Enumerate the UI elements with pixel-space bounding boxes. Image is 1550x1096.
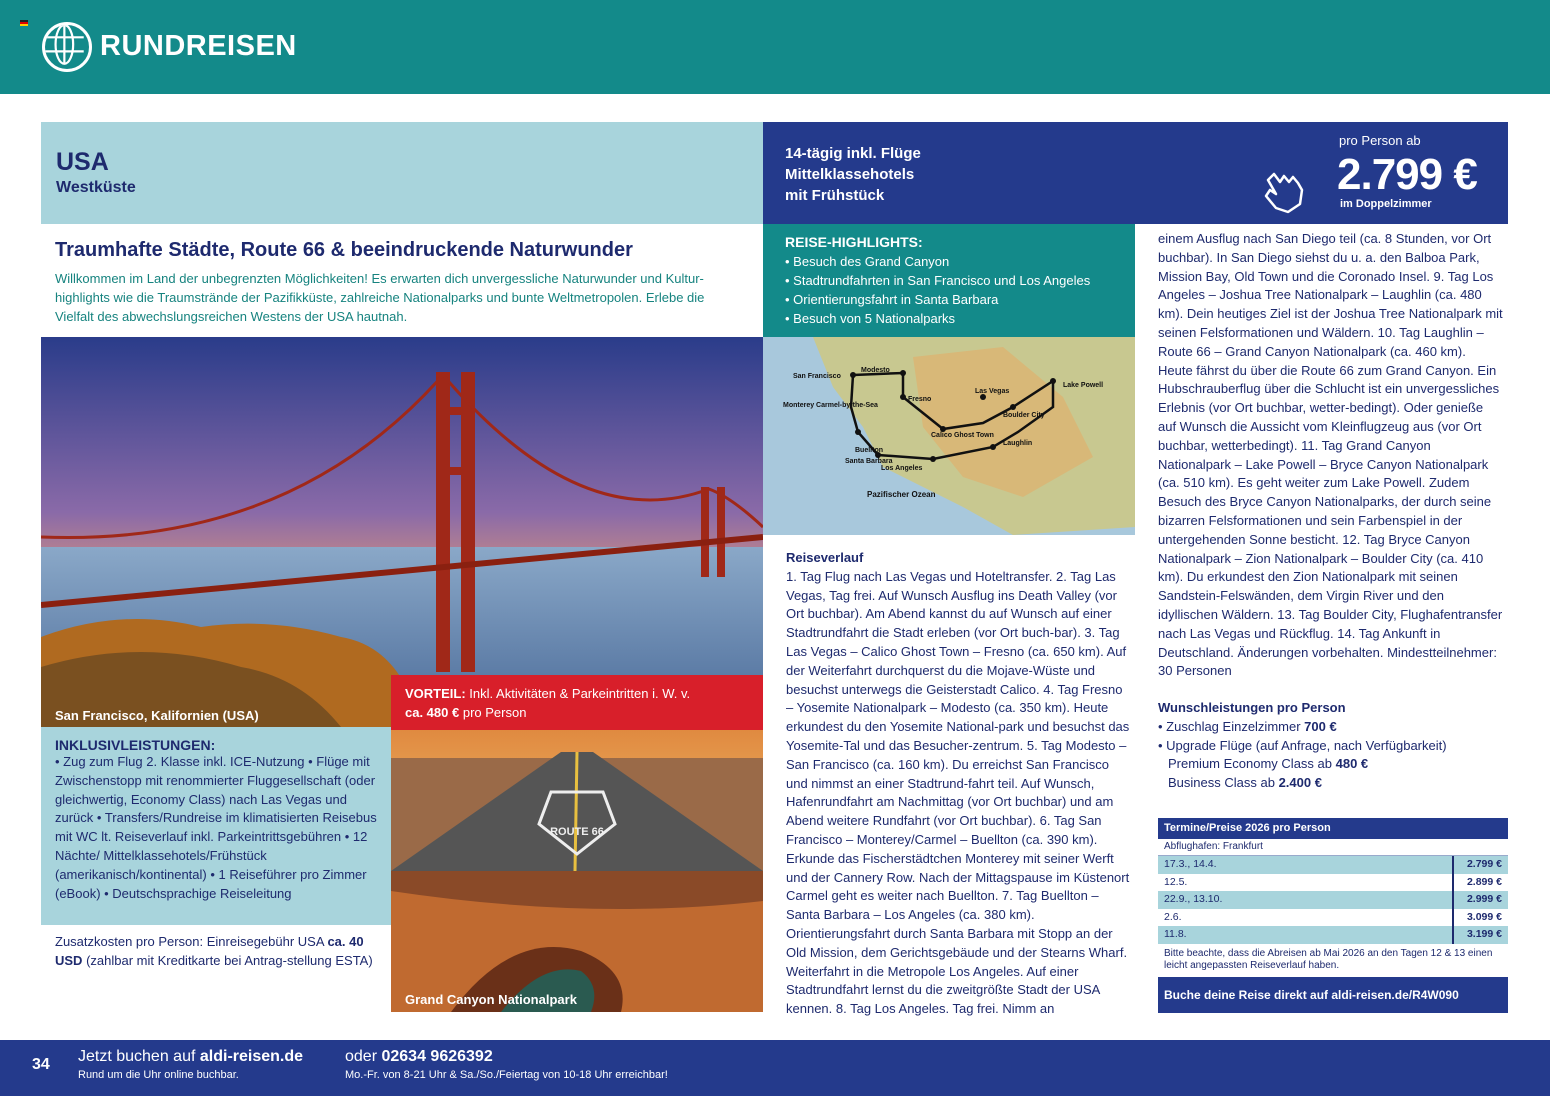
golden-gate-photo: [41, 337, 763, 727]
flag-icon: [20, 20, 28, 26]
intro-text: Willkommen im Land der unbegrenzten Möglichkeiten! Es erwarten dich unvergessliche Naturwunder und Kultur-highlights wie die Traumstrände der Pazifikküste, zahlreiche Nationalparks und bunte Weltmetropolen. Erlebe die Vielfalt des abwechslungsreichen Westens der USA hautnah.: [55, 271, 705, 324]
destination-box: [41, 122, 763, 224]
map-label: Modesto: [861, 367, 890, 374]
row-date: 12.5.: [1164, 875, 1188, 888]
pointing-hand-icon: [1258, 160, 1314, 216]
optional-business: [1158, 774, 1504, 793]
feature-duration: 14-tägig inkl. Flüge: [785, 145, 921, 162]
headline: Traumhafte Städte, Route 66 & beeindruckende Naturwunder: [55, 239, 633, 261]
region-subtitle: Westküste: [56, 179, 136, 196]
highlights-title: REISE-HIGHLIGHTS:: [785, 234, 923, 250]
row-date: 22.9., 13.10.: [1164, 893, 1223, 905]
row-date: 11.8.: [1164, 928, 1187, 940]
row-date: 2.6.: [1164, 910, 1182, 923]
booking-link[interactable]: Buche deine Reise direkt auf aldi-reisen.de/R4W090: [1158, 977, 1508, 1013]
advantage-label: VORTEIL:: [405, 686, 466, 701]
advantage-amount: ca. 480 €: [405, 705, 460, 720]
footer-text: oder: [345, 1048, 378, 1065]
extra-costs: [55, 932, 385, 970]
itinerary-continued: einem Ausflug nach San Diego teil (ca. 8 Stunden, vor Ort buchbar). In San Diego siehst du u. a. den Balboa Park, Mission Bay, Old Town und die Coronado Insel. 9. Tag Los Angeles – Joshua Tree Nationalpark – Laughlin (ca. 480 km). Dein heutiges Ziel ist der Joshua Tree Nationalpark mit seinen Felsformationen und Wäldern. 10. Tag Laughlin – Route 66 – Grand Canyon Nationalpark (ca. 460 km). Heute fährst du über die Route 66 zum Grand Canyon. Ein Hubschrauberflug über die Schlucht ist ein unvergessliches Erlebnis (vor Ort buchbar, wetter-bedingt). Oder genieße auf Wunsch die Aussicht vom Kleinflugzeug aus (vor Ort buchbar, wetterbedingt). 11. Tag Grand Canyon Nationalpark – Lake Powell – Bryce Canyon Nationalpark (ca. 510 km). Es geht weiter zum Lake Powell. Zudem Besuch des Bryce Canyon Nationalparks, der durch seine bizarren Felsformationen und sein Farbenspiel in der untergehenden Sonne besticht. 12. Tag Bryce Canyon Nationalpark – Zion Nationalpark – Boulder City (ca. 410 km). Du erkundest den Zion Nationalpark mit seinen Sandstein-Felswänden, dem Virgin River und den idyllischen Wäldern. 13. Tag Boulder City, Flughafentransfer nach Las Vegas und Rückflug. 14. Tag Ankunft in Deutschland. Änderungen vorbehalten. Mindestteilnehmer: 30 Personen: [1158, 231, 1503, 679]
advantage-suffix: pro Person: [462, 705, 527, 720]
inclusions-text: • Zug zum Flug 2. Klasse inkl. ICE-Nutzung • Flüge mit Zwischenstopp mit renommierter Fluggesellschaft (oder gleichwertig, Economy Class) nach Las Vegas und zurück • Transfers/Rundreise im klimatisierten Reisebus mit WC lt. Reiseverlauf inkl. Parkeintrittsgebühren • 12 Nächte/ Mittelklassehotels/Frühstück (amerikanisch/kontinental) • 1 Reiseführer pro Zimmer (eBook) • Deutschsprachige Reiseleitung: [55, 754, 377, 901]
extra-costs-amount: ca. 40 USD: [55, 934, 364, 968]
feature-hotels: Mittelklassehotels: [785, 166, 915, 183]
dates-prices-table: [1158, 818, 1508, 977]
route-map: [763, 337, 1135, 535]
map-label: Los Angeles: [881, 465, 923, 472]
country-title: USA: [56, 148, 109, 176]
row-price: 2.799 €: [1452, 856, 1508, 874]
trip-info-box: [763, 122, 1508, 224]
row-price: 2.899 €: [1452, 874, 1508, 892]
feature-breakfast: mit Frühstück: [785, 187, 885, 204]
table-row: [1158, 891, 1508, 909]
row-price: 3.199 €: [1452, 926, 1508, 944]
map-label: Monterey Carmel-by-the-Sea: [783, 402, 878, 409]
map-label: Fresno: [908, 396, 932, 403]
table-row: [1158, 856, 1508, 874]
highlights-box: [763, 224, 1135, 337]
price-suffix: im Doppelzimmer: [1340, 198, 1432, 210]
table-row: [1158, 874, 1508, 892]
footer-bar: [0, 1040, 1550, 1096]
advantage-box: [391, 675, 763, 730]
map-label: Laughlin: [1003, 440, 1033, 447]
footer-phone: [345, 1048, 493, 1066]
photo-caption-sf: San Francisco, Kalifornien (USA): [55, 708, 259, 723]
page-number: 34: [32, 1056, 50, 1073]
extra-costs-text: Zusatzkosten pro Person: Einreisegebühr USA: [55, 934, 324, 949]
row-price: 2.999 €: [1452, 891, 1508, 909]
grand-canyon-photo: [391, 871, 763, 1012]
optional-services: [1158, 699, 1504, 793]
table-note: Bitte beachte, dass die Abreisen ab Mai 2026 an den Tagen 12 & 13 einen leicht angepassten Reiseverlauf haben.: [1164, 947, 1493, 971]
photo-caption-gc: Grand Canyon Nationalpark: [405, 992, 577, 1007]
map-label: Santa Barbara: [845, 458, 893, 465]
phone-number[interactable]: 02634 9626392: [381, 1048, 493, 1065]
inclusions-box: [41, 727, 391, 925]
price-value: 2.799 €: [1337, 150, 1477, 199]
highlight-item: • Orientierungsfahrt in Santa Barbara: [785, 292, 999, 307]
header-bar: [0, 0, 1550, 94]
departure-airport: Abflughafen: Frankfurt: [1158, 839, 1508, 856]
itinerary: [786, 549, 1131, 1019]
itinerary-title: Reiseverlauf: [786, 550, 864, 565]
extra-costs-note: (zahlbar mit Kreditkarte bei Antrag-stellung ESTA): [86, 953, 373, 968]
highlight-item: • Stadtrundfahrten in San Francisco und Los Angeles: [785, 273, 1091, 288]
optional-label: • Zuschlag Einzelzimmer: [1158, 718, 1301, 734]
map-label: San Francisco: [793, 373, 841, 380]
row-price: 3.099 €: [1452, 909, 1508, 927]
price-prefix: pro Person ab: [1339, 133, 1421, 148]
highlights-list: [785, 252, 1135, 328]
row-date: 17.3., 14.4.: [1164, 858, 1217, 870]
inclusions-title: INKLUSIVLEISTUNGEN:: [55, 737, 216, 753]
footer-text: Jetzt buchen auf: [78, 1048, 196, 1065]
road-sign-text: ROUTE 66: [550, 826, 604, 838]
map-label-ocean: Pazifischer Ozean: [867, 490, 936, 499]
route66-photo: [391, 730, 763, 871]
website-link[interactable]: aldi-reisen.de: [199, 1048, 304, 1065]
highlight-item: • Besuch des Grand Canyon: [785, 254, 950, 269]
optional-price: 700 €: [1304, 718, 1337, 734]
map-label: Calico Ghost Town: [931, 432, 994, 439]
optional-price: 480 €: [1335, 756, 1369, 772]
optional-services-title: Wunschleistungen pro Person: [1158, 700, 1346, 715]
table-row: [1158, 926, 1508, 944]
optional-label: Premium Economy Class ab: [1168, 756, 1332, 772]
itinerary-text: 1. Tag Flug nach Las Vegas und Hoteltransfer. 2. Tag Las Vegas, Tag frei. Auf Wunsch Ausflug ins Death Valley (vor Ort buchbar). Am Abend kannst du auf Wunsch auf einer Stadtrundfahrt die Stadt erleben (vor Ort buch-bar). 3. Tag Las Vegas – Calico Ghost Town – Fresno (ca. 650 km). Auf der Weiterfahrt durchquerst du die Mojave-Wüste und besuchst unterwegs die Geisterstadt Calico. 4. Tag Fresno – Yosemite Nationalpark – Modesto (ca. 350 km). Heute erkundest du den Yosemite National-park und besuchst das Yosemite-Tal und das Besucher-zentrum. 5. Tag Modesto – San Francisco (ca. 160 km). Du erreichst San Francisco und nimmst an einer Stadtrund-fahrt teil. Auf Wunsch, Hafenrundfahrt am Nachmittag (vor Ort buchbar) und am Abend weitere Rundfahrt (vor Ort buchbar). 6. Tag San Francisco – Monterey/Carmel – Buellton (ca. 390 km). Erkunde das Fischerstädtchen Monterey mit seiner Werft und der Cannery Row. Nach der Mittagspause im Küstenort Carmel geht es weiter nach Buellton. 7. Tag Buellton – Santa Barbara – Los Angeles (ca. 380 km). Orientierungsfahrt durch Santa Barbara mit Stopp an der Old Mission, dem Gerichtsgebäude und der Stearns Wharf. Weiterfahrt in die Metropole Los Angeles. Auf einer Stadtrundfahrt lernst du die zweitgrößte Stadt der USA kennen. 8. Tag Los Angeles. Tag frei. Nimm an: [786, 568, 1130, 1017]
optional-price: 2.400 €: [1278, 775, 1322, 791]
map-label: Buellton: [855, 447, 883, 454]
footer-online-note: Rund um die Uhr online buchbar.: [78, 1069, 239, 1081]
optional-label: Business Class ab: [1168, 775, 1275, 791]
highlight-item: • Besuch von 5 Nationalparks: [785, 311, 956, 326]
globe-icon: [42, 22, 92, 72]
section-title: RUNDREISEN: [100, 30, 297, 62]
map-label: Lake Powell: [1063, 382, 1104, 389]
optional-premium: [1158, 755, 1504, 774]
optional-single-room: [1158, 718, 1504, 737]
trip-features: [785, 143, 921, 206]
footer-online: [78, 1048, 303, 1066]
table-title: Termine/Preise 2026 pro Person: [1158, 818, 1508, 839]
map-label: Boulder City: [1003, 412, 1045, 419]
advantage-text: Inkl. Aktivitäten & Parkeintritten i. W. v.: [469, 686, 691, 701]
optional-upgrade: • Upgrade Flüge (auf Anfrage, nach Verfügbarkeit): [1158, 737, 1447, 753]
map-label: Las Vegas: [975, 388, 1010, 395]
footer-phone-hours: Mo.-Fr. von 8-21 Uhr & Sa./So./Feiertag von 10-18 Uhr erreichbar!: [345, 1069, 668, 1081]
table-row: [1158, 909, 1508, 927]
